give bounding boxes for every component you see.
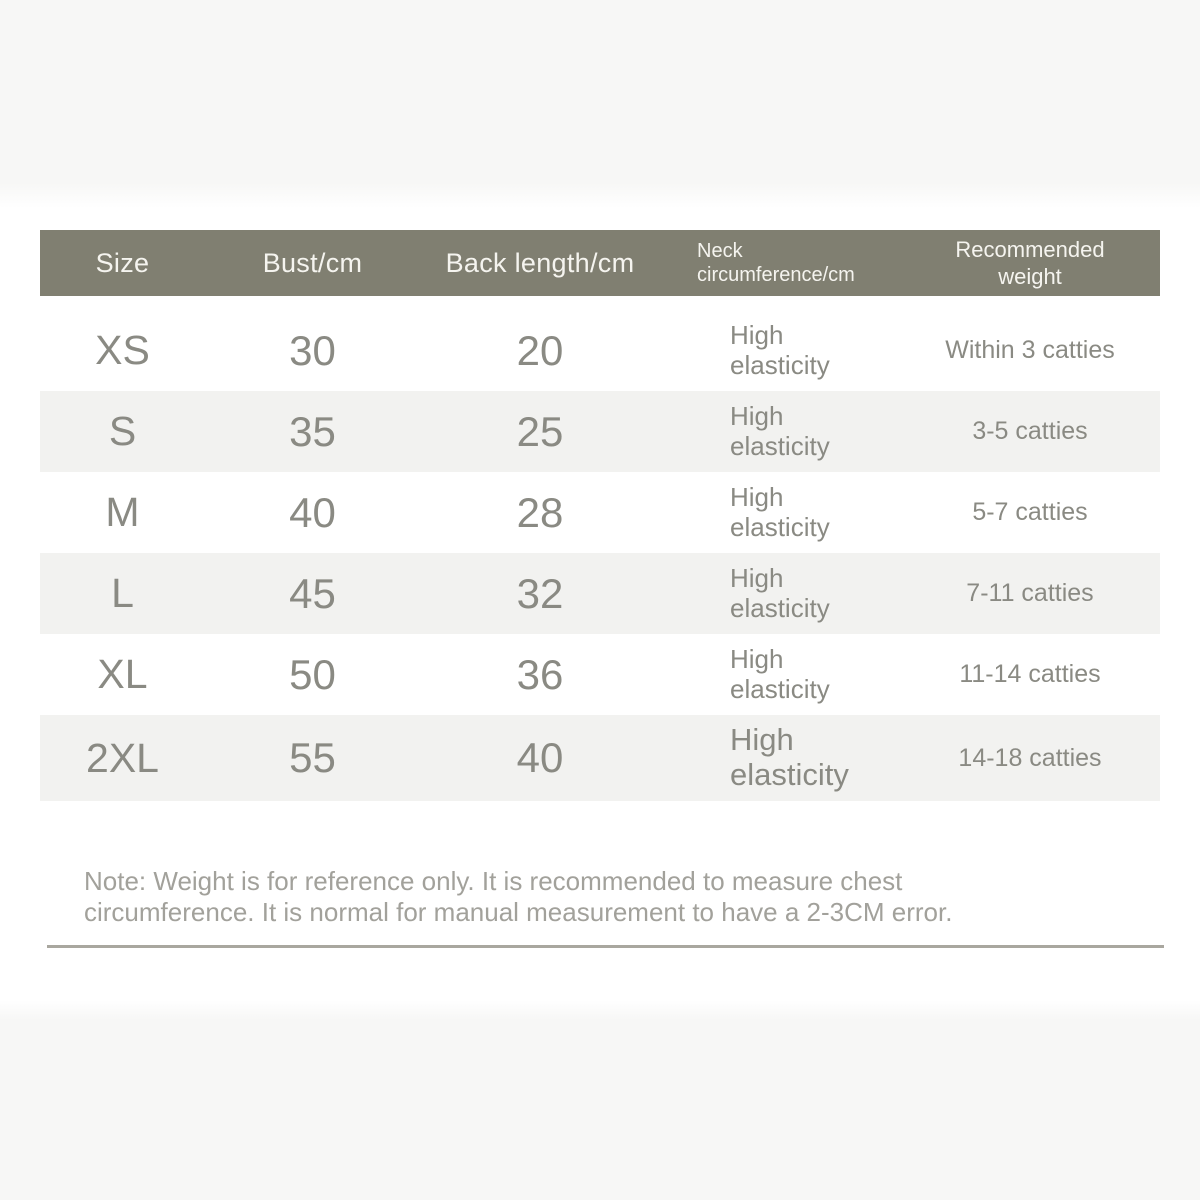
cell-neck: High elasticity bbox=[730, 643, 830, 704]
cell-back-length: 20 bbox=[516, 326, 564, 374]
cell-weight: 14-18 catties bbox=[958, 743, 1102, 772]
cell-weight: 3-5 catties bbox=[972, 417, 1088, 445]
cell-size: 2XL bbox=[86, 734, 159, 781]
header-neck-circumference: Neck circumference/cm bbox=[697, 240, 855, 286]
cell-back-length: 32 bbox=[516, 569, 564, 617]
cell-bust: 40 bbox=[289, 488, 336, 536]
note-line-2: circumference. It is normal for manual measurement to have a 2-3CM error. bbox=[84, 897, 953, 927]
cell-size: XS bbox=[95, 327, 150, 373]
cell-neck: High elasticity bbox=[730, 722, 849, 792]
cell-neck: High elasticity bbox=[730, 319, 830, 380]
cell-size: S bbox=[108, 408, 137, 454]
table-row-xl bbox=[40, 634, 1160, 715]
cell-size: XL bbox=[97, 651, 148, 697]
cell-weight: 7-11 catties bbox=[966, 579, 1094, 607]
cell-bust: 45 bbox=[289, 569, 336, 617]
cell-size: M bbox=[105, 489, 140, 535]
table-row-l bbox=[40, 553, 1160, 634]
size-table bbox=[40, 230, 1160, 801]
header-size: Size bbox=[95, 247, 150, 278]
cell-neck: High elasticity bbox=[730, 481, 830, 542]
cell-back-length: 36 bbox=[516, 650, 564, 698]
cell-back-length: 25 bbox=[516, 407, 564, 455]
note-line-1: Note: Weight is for reference only. It is recommended to measure chest bbox=[84, 866, 903, 896]
cell-bust: 30 bbox=[289, 326, 336, 374]
cell-size: L bbox=[111, 570, 134, 616]
header-back-length: Back length/cm bbox=[445, 247, 635, 278]
background-band-top bbox=[0, 0, 1200, 208]
cell-bust: 50 bbox=[289, 650, 336, 698]
header-bust: Bust/cm bbox=[262, 247, 363, 278]
note-text bbox=[84, 866, 1024, 928]
divider-line bbox=[47, 945, 1164, 948]
table-row-2xl bbox=[40, 715, 1160, 801]
table-row-m bbox=[40, 472, 1160, 553]
table-row-xs bbox=[40, 310, 1160, 391]
header-recommended-weight: Recommended weight bbox=[955, 236, 1105, 289]
cell-weight: 5-7 catties bbox=[972, 498, 1088, 526]
cell-weight: Within 3 catties bbox=[945, 336, 1115, 364]
cell-weight: 11-14 catties bbox=[959, 660, 1101, 688]
table-body bbox=[40, 310, 1160, 801]
cell-neck: High elasticity bbox=[730, 400, 830, 461]
cell-back-length: 40 bbox=[516, 734, 564, 781]
cell-neck: High elasticity bbox=[730, 562, 830, 623]
cell-back-length: 28 bbox=[516, 488, 564, 536]
cell-bust: 55 bbox=[289, 734, 336, 781]
table-header-row bbox=[40, 230, 1160, 296]
table-row-s bbox=[40, 391, 1160, 472]
cell-bust: 35 bbox=[289, 407, 336, 455]
background-band-bottom bbox=[0, 1000, 1200, 1200]
